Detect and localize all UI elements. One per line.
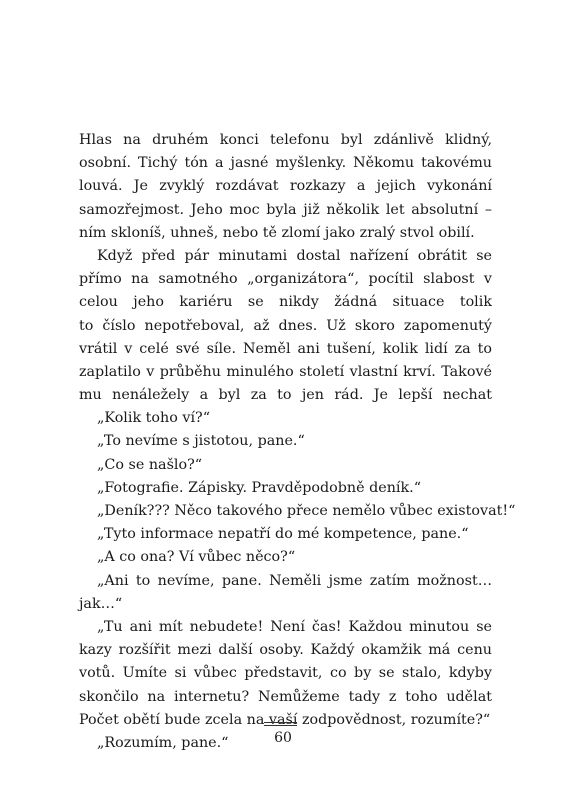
text-line: louvá. Je zvyklý rozdávat rozkazy a jejich vykonání — [79, 178, 492, 195]
footer-rule — [264, 722, 297, 723]
text-line: ním skloníš, uhneš, nebo tě zlomí jako zralý stvol obilí. — [79, 224, 475, 241]
dialogue-line: „A co ona? Ví vůbec něco?“ — [97, 549, 296, 566]
body-text — [79, 129, 516, 755]
text-line: celou jeho kariéru se nikdy žádná situace tolik — [79, 294, 492, 311]
dialogue-line: „To nevíme s jistotou, pane.“ — [97, 433, 305, 450]
text-line: zaplatilo v průběhu minulého století vlastní krví. Takové — [79, 363, 492, 380]
dialogue-line: kazy rozšířit mezi další osoby. Každý okamžik má cenu — [79, 642, 492, 659]
dialogue-line: „Kolik toho ví?“ — [97, 410, 210, 427]
text-line: samozřejmost. Jeho moc byla již několik let absolutní – — [79, 201, 492, 218]
footer-rule — [264, 725, 297, 726]
text-line: přímo na samotného „organizátora“, pocítil slabost v — [79, 271, 492, 288]
dialogue-line: „Rozumím, pane.“ — [97, 734, 229, 751]
dialogue-line: skončilo na internetu? Nemůžeme tady z toho udělat — [79, 688, 492, 705]
dialogue-line: „Tyto informace nepatří do mé kompetence, pane.“ — [97, 526, 469, 543]
text-line: mu nenáležely a byl za to jen rád. Je lepší nechat — [79, 387, 492, 404]
text-line: vrátil v celé své síle. Neměl ani tušení, kolik lidí za to — [79, 340, 492, 357]
dialogue-line: „Tu ani mít nebudete! Není čas! Každou minutou se — [97, 618, 492, 635]
page-number: 60 — [274, 730, 292, 746]
text-line: to číslo nepotřeboval, až dnes. Už skoro zapomenutý — [79, 317, 492, 334]
text-line: Hlas na druhém konci telefonu byl zdánlivě klidný, — [79, 132, 492, 148]
text-line: Když před pár minutami dostal nařízení obrátit se — [97, 247, 492, 264]
dialogue-line: „Ani to nevíme, pane. Neměli jsme zatím možnost… — [97, 572, 492, 589]
dialogue-line: „Deník??? Něco takového přece nemělo vůbec existovat!“ — [97, 503, 516, 519]
dialogue-line: „Co se našlo?“ — [97, 456, 203, 473]
dialogue-line: votů. Umíte si vůbec představit, co by se stalo, kdyby — [79, 665, 492, 682]
dialogue-line: jak…“ — [79, 595, 123, 612]
dialogue-line: „Fotografie. Zápisky. Pravděpodobně deník.“ — [97, 479, 422, 496]
dialogue-line: Počet obětí bude zcela na vaší zodpovědnost, rozumíte?“ — [79, 711, 491, 728]
text-line: osobní. Tichý tón a jasné myšlenky. Někomu takovému — [79, 155, 492, 172]
